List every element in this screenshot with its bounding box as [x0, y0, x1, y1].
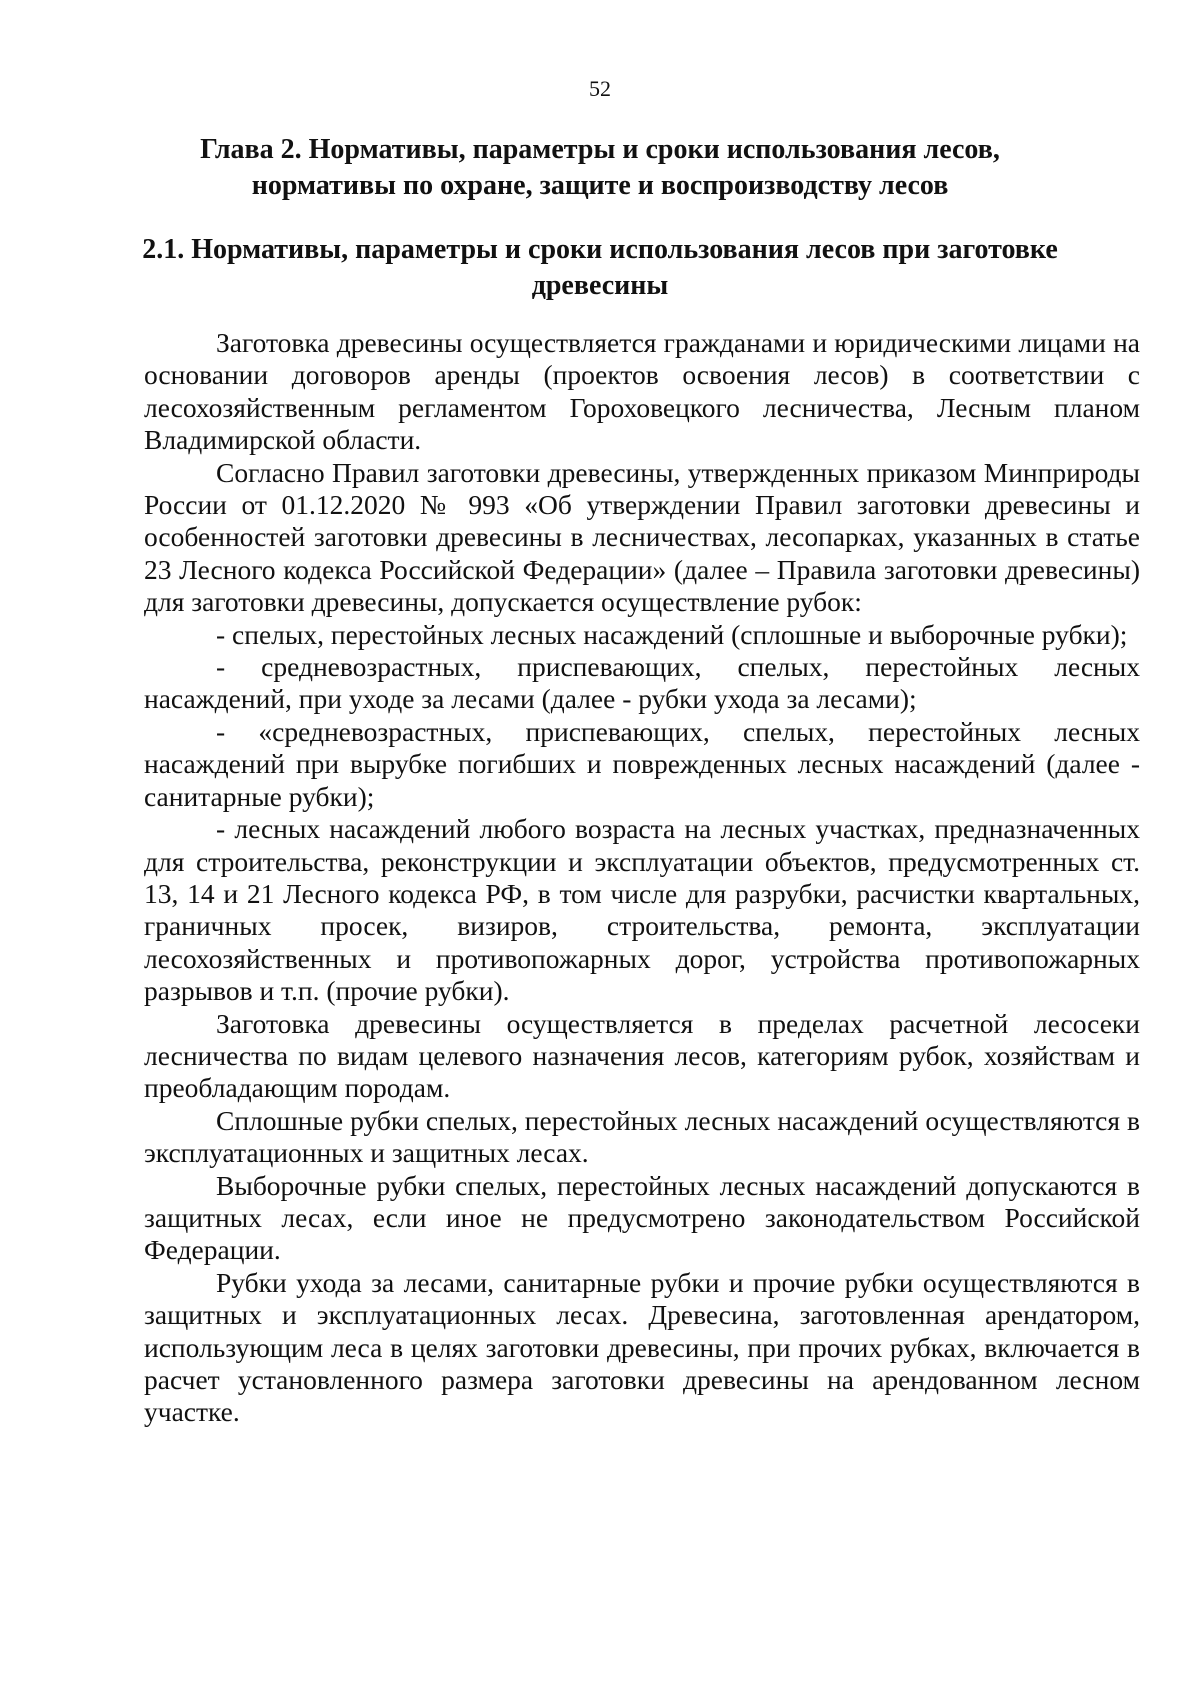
page-number: 52: [589, 76, 611, 101]
paragraph-clear-cuttings: Сплошные рубки спелых, перестойных лесных насаждений осуществляются в эксплуатационных и защитных лесах.: [144, 1104, 1140, 1169]
paragraph-allowable-cut: Заготовка древесины осуществляется в пределах расчетной лесосеки лесничества по видам целевого назначения лесов, категориям рубок, хозяйствам и преобладающим породам.: [144, 1007, 1140, 1104]
section-title: [120, 232, 1080, 304]
list-item-mature-stands: - спелых, перестойных лесных насаждений (сплошные и выборочные рубки);: [216, 618, 1128, 650]
section-title-line-1: 2.1. Нормативы, параметры и сроки использования лесов при заготовке: [142, 234, 1058, 265]
body-text: [144, 327, 1140, 1429]
list-item-thinning: - средневозрастных, приспевающих, спелых, перестойных лесных насаждений, при уходе за лесами (далее - рубки ухода за лесами);: [144, 651, 1140, 715]
chapter-title-line-2: нормативы по охране, защите и воспроизводству лесов: [251, 170, 949, 201]
list-item-other-cuttings: - лесных насаждений любого возраста на лесных участках, предназначенных для строительства, реконструкции и эксплуатации объектов, предусмотренных ст. 13, 14 и 21 Лесного кодекса РФ, в том числе для разрубки, расчистки квартальных, граничных просек, визиров, строительства, ремонта, эксплуатации лесохозяйственных и противопожарных дорог, устройства противопожарных разрывов и т.п. (прочие рубки).: [144, 813, 1140, 1007]
paragraph-selective-cuttings: Выборочные рубки спелых, перестойных лесных насаждений допускаются в защитных лесах, если иное не предусмотрено законодательством Российской Федерации.: [144, 1169, 1140, 1266]
paragraph-care-cuttings: Рубки ухода за лесами, санитарные рубки и прочие рубки осуществляются в защитных и эксплуатационных лесах. Древесина, заготовленная арендатором, использующим леса в целях заготовки древесины, при прочих рубках, включается в расчет установленного размера заготовки древесины на арендованном лесном участке.: [144, 1266, 1140, 1428]
section-title-line-2: древесины: [531, 270, 669, 301]
paragraph-intro: Заготовка древесины осуществляется гражданами и юридическими лицами на основании договоров аренды (проектов освоения лесов) в соответствии с лесохозяйственным регламентом Гороховецкого лесничества, Лесным планом Владимирской области.: [144, 327, 1140, 456]
list-item-sanitary: - «средневозрастных, приспевающих, спелых, перестойных лесных насаждений при вырубке погибших и поврежденных лесных насаждений (далее - санитарные рубки);: [144, 715, 1140, 812]
paragraph-rules: Согласно Правил заготовки древесины, утвержденных приказом Минприроды России от 01.12.2020 № 993 «Об утверждении Правил заготовки древесины и особенностей заготовки древесины в лесничествах, лесопарках, указанных в статье 23 Лесного кодекса Российской Федерации» (далее – Правила заготовки древесины) для заготовки древесины, допускается осуществление рубок:: [144, 456, 1140, 618]
chapter-title-line-1: Глава 2. Нормативы, параметры и сроки использования лесов,: [200, 134, 1000, 165]
chapter-title: [120, 132, 1080, 204]
